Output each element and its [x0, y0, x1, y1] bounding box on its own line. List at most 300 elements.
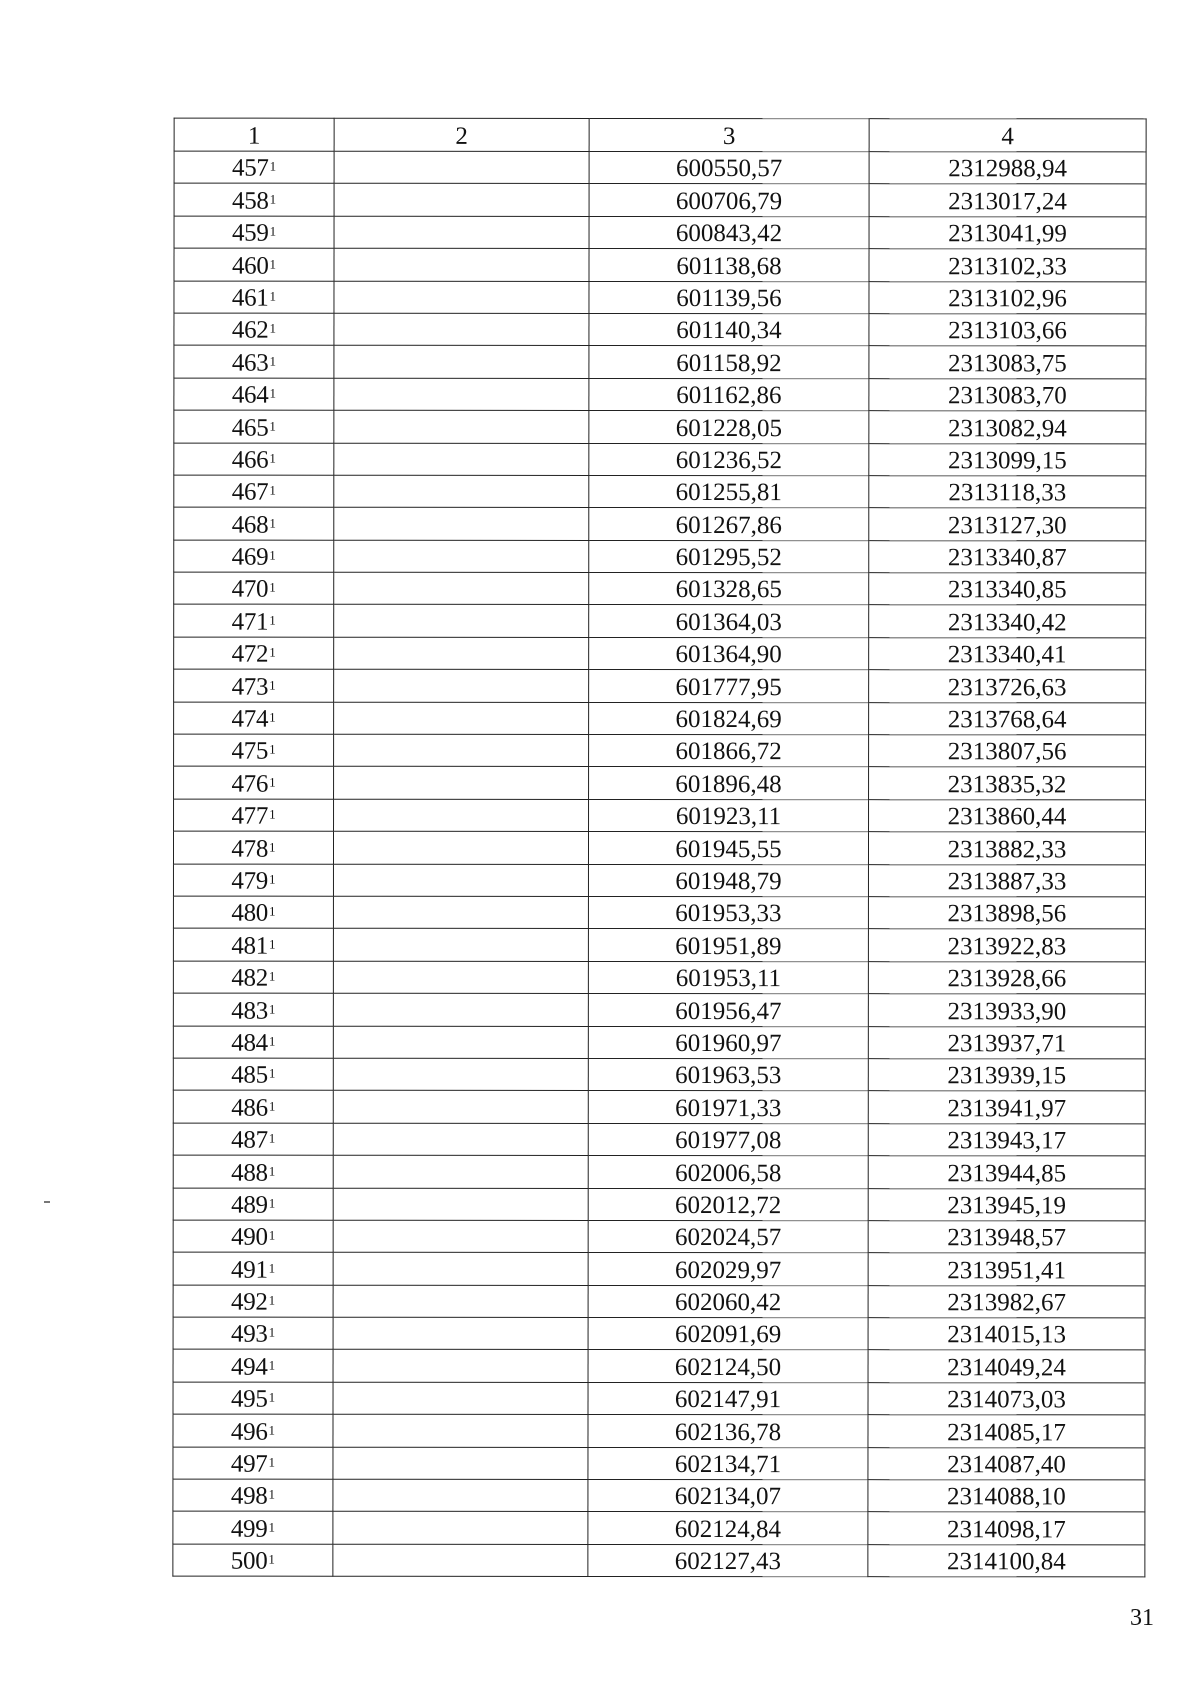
- point-number-superscript: 1: [268, 1357, 276, 1373]
- x-coordinate-cell: 601236,52: [589, 443, 869, 476]
- point-number-superscript: 1: [268, 1389, 276, 1405]
- empty-cell: [334, 281, 589, 314]
- table-row: [174, 216, 1146, 249]
- table-row: [174, 345, 1146, 378]
- x-coordinate-cell: 601896,48: [589, 767, 869, 800]
- x-coordinate-cell: 601295,52: [589, 540, 869, 573]
- table-row: [174, 151, 1146, 184]
- point-number: 498: [230, 1483, 268, 1511]
- point-number-superscript: 1: [269, 256, 277, 272]
- point-number-cell: [174, 766, 334, 799]
- empty-cell: [334, 346, 589, 379]
- y-coordinate-cell: 2313041,99: [869, 216, 1146, 249]
- table-row: [174, 443, 1146, 476]
- point-number: 481: [231, 932, 268, 960]
- y-coordinate-cell: 2313807,56: [869, 735, 1146, 768]
- point-number-cell: [174, 281, 334, 314]
- table-row: [173, 864, 1145, 897]
- point-number-cell: [173, 1188, 333, 1221]
- point-number-cell: [173, 1447, 333, 1480]
- empty-cell: [334, 540, 589, 573]
- point-number: 465: [231, 414, 269, 442]
- x-coordinate-cell: 601228,05: [589, 411, 869, 444]
- table-row: [173, 1382, 1145, 1415]
- point-number: 495: [230, 1385, 268, 1413]
- table-row: [174, 475, 1146, 508]
- point-number: 492: [231, 1288, 268, 1316]
- y-coordinate-cell: 2313982,67: [868, 1285, 1145, 1318]
- empty-cell: [334, 184, 589, 217]
- point-number-superscript: 1: [269, 353, 276, 369]
- x-coordinate-cell: 601158,92: [589, 346, 869, 379]
- point-number-cell: [173, 1220, 333, 1253]
- point-number-superscript: 1: [269, 839, 276, 855]
- point-number: 459: [231, 219, 269, 247]
- table-row: [173, 1544, 1145, 1577]
- point-number-cell: [174, 216, 334, 249]
- x-coordinate-cell: 600843,42: [589, 216, 869, 249]
- empty-cell: [333, 1544, 588, 1577]
- y-coordinate-cell: 2313102,96: [869, 281, 1146, 314]
- empty-cell: [334, 475, 589, 508]
- point-number-cell: [174, 151, 334, 184]
- header-row: [174, 118, 1146, 152]
- point-number: 497: [230, 1450, 268, 1478]
- empty-cell: [333, 1479, 588, 1512]
- point-number: 496: [230, 1418, 268, 1446]
- point-number-cell: [174, 669, 334, 702]
- empty-cell: [333, 831, 588, 864]
- x-coordinate-cell: 601960,97: [588, 1026, 868, 1059]
- point-number: 457: [232, 155, 269, 183]
- point-number: 499: [230, 1515, 268, 1543]
- x-coordinate-cell: 601963,53: [588, 1058, 868, 1091]
- x-coordinate-cell: 601140,34: [589, 313, 869, 346]
- point-number-superscript: 1: [269, 450, 276, 466]
- x-coordinate-cell: 601328,65: [589, 573, 869, 606]
- point-number: 484: [231, 1029, 268, 1057]
- y-coordinate-cell: 2313898,56: [868, 897, 1145, 930]
- empty-cell: [334, 216, 589, 249]
- empty-cell: [334, 734, 589, 767]
- y-coordinate-cell: 2313726,63: [869, 670, 1146, 703]
- x-coordinate-cell: 602029,97: [588, 1253, 868, 1286]
- y-coordinate-cell: 2313102,33: [869, 249, 1146, 282]
- y-coordinate-cell: 2313340,87: [869, 540, 1146, 573]
- x-coordinate-cell: 601977,08: [588, 1123, 868, 1156]
- x-coordinate-cell: 601364,03: [589, 605, 869, 638]
- column-header-1: 1: [174, 118, 334, 151]
- y-coordinate-cell: 2314088,10: [868, 1480, 1145, 1513]
- point-number-superscript: 1: [268, 1227, 276, 1243]
- point-number-cell: [173, 1285, 333, 1318]
- point-number-cell: [174, 540, 334, 573]
- empty-cell: [333, 1091, 588, 1124]
- y-coordinate-cell: 2313944,85: [868, 1156, 1145, 1189]
- table-row: [174, 281, 1146, 314]
- point-number-cell: [173, 864, 333, 897]
- y-coordinate-cell: 2313340,41: [869, 638, 1146, 671]
- point-number-cell: [173, 1479, 333, 1512]
- empty-cell: [333, 1317, 588, 1350]
- x-coordinate-cell: 602006,58: [588, 1156, 868, 1189]
- scan-speck: [44, 1201, 50, 1203]
- x-coordinate-cell: 602134,07: [588, 1479, 868, 1512]
- x-coordinate-cell: 601138,68: [589, 249, 869, 282]
- y-coordinate-cell: 2314087,40: [868, 1447, 1145, 1480]
- point-number-superscript: 1: [268, 1098, 276, 1114]
- column-header-3: 3: [589, 118, 869, 151]
- point-number-cell: [174, 799, 334, 832]
- y-coordinate-cell: 2313340,85: [869, 573, 1146, 606]
- y-coordinate-cell: 2314098,17: [868, 1512, 1145, 1545]
- point-number-cell: [173, 1252, 333, 1285]
- empty-cell: [334, 669, 589, 702]
- x-coordinate-cell: 602124,50: [588, 1350, 868, 1383]
- point-number: 478: [231, 835, 269, 863]
- point-number: 477: [231, 802, 269, 830]
- point-number: 467: [231, 478, 269, 506]
- point-number: 482: [231, 964, 268, 992]
- point-number-superscript: 1: [269, 385, 276, 401]
- point-number-superscript: 1: [268, 1065, 276, 1081]
- point-number: 463: [231, 349, 269, 377]
- empty-cell: [334, 410, 589, 443]
- point-number-superscript: 1: [269, 418, 276, 434]
- table-row: [174, 702, 1146, 735]
- point-number-cell: [174, 378, 334, 411]
- table-row: [173, 1252, 1145, 1285]
- y-coordinate-cell: 2313083,70: [869, 378, 1146, 411]
- empty-cell: [333, 1188, 588, 1221]
- empty-cell: [333, 896, 588, 929]
- table-row: [174, 734, 1146, 767]
- table-row: [173, 1479, 1145, 1512]
- point-number: 491: [231, 1256, 268, 1284]
- point-number-cell: [174, 410, 334, 443]
- y-coordinate-cell: 2313099,15: [869, 443, 1146, 476]
- table-row: [173, 961, 1145, 994]
- x-coordinate-cell: 601956,47: [588, 994, 868, 1027]
- empty-cell: [333, 864, 588, 897]
- table-row: [173, 1026, 1145, 1059]
- y-coordinate-cell: 2314085,17: [868, 1415, 1145, 1448]
- empty-cell: [333, 1512, 588, 1545]
- point-number-cell: [173, 961, 333, 994]
- x-coordinate-cell: 601255,81: [589, 475, 869, 508]
- x-coordinate-cell: 602124,84: [588, 1512, 868, 1545]
- empty-cell: [334, 378, 589, 411]
- x-coordinate-cell: 601953,33: [588, 896, 868, 929]
- point-number-superscript: 1: [269, 774, 276, 790]
- empty-cell: [333, 929, 588, 962]
- y-coordinate-cell: 2313835,32: [869, 767, 1146, 800]
- x-coordinate-cell: 601162,86: [589, 378, 869, 411]
- point-number-superscript: 1: [269, 159, 277, 175]
- point-number: 472: [231, 640, 269, 668]
- point-number-superscript: 1: [268, 1519, 275, 1535]
- point-number-cell: [174, 734, 334, 767]
- table-row: [174, 766, 1146, 799]
- point-number: 461: [231, 284, 269, 312]
- y-coordinate-cell: 2314100,84: [868, 1544, 1145, 1577]
- table-row: [173, 1447, 1145, 1480]
- table-header: [174, 118, 1146, 152]
- point-number: 487: [231, 1126, 268, 1154]
- point-number-cell: [174, 183, 334, 216]
- point-number-superscript: 1: [268, 1260, 276, 1276]
- point-number: 500: [230, 1547, 268, 1575]
- x-coordinate-cell: 600706,79: [589, 184, 869, 217]
- empty-cell: [333, 1414, 588, 1447]
- point-number: 466: [231, 446, 269, 474]
- y-coordinate-cell: 2313948,57: [868, 1221, 1145, 1254]
- table-row: [174, 313, 1146, 346]
- y-coordinate-cell: 2313017,24: [869, 184, 1146, 217]
- empty-cell: [333, 1350, 588, 1383]
- y-coordinate-cell: 2313127,30: [869, 508, 1146, 541]
- table-row: [173, 831, 1145, 864]
- empty-cell: [334, 572, 589, 605]
- empty-cell: [334, 799, 589, 832]
- x-coordinate-cell: 600550,57: [589, 151, 869, 184]
- point-number-cell: [173, 1026, 333, 1059]
- x-coordinate-cell: 601866,72: [589, 734, 869, 767]
- point-number-cell: [174, 702, 334, 735]
- point-number-cell: [174, 637, 334, 670]
- empty-cell: [333, 1447, 588, 1480]
- x-coordinate-cell: 601948,79: [588, 864, 868, 897]
- point-number-cell: [173, 928, 333, 961]
- point-number: 470: [231, 576, 269, 604]
- point-number-superscript: 1: [268, 1292, 276, 1308]
- point-number-cell: [174, 605, 334, 638]
- point-number-cell: [173, 1317, 333, 1350]
- point-number-cell: [173, 896, 333, 929]
- x-coordinate-cell: 602136,78: [588, 1415, 868, 1448]
- point-number: 480: [231, 900, 269, 928]
- point-number: 479: [231, 867, 269, 895]
- table-row: [173, 1123, 1145, 1156]
- point-number-cell: [173, 993, 333, 1026]
- table-row: [173, 1188, 1145, 1221]
- empty-cell: [333, 1026, 588, 1059]
- point-number-superscript: 1: [268, 1325, 276, 1341]
- point-number-cell: [173, 1544, 333, 1577]
- table-row: [173, 896, 1145, 929]
- page-number: 31: [1130, 1605, 1154, 1631]
- y-coordinate-cell: 2313945,19: [868, 1188, 1145, 1221]
- point-number-superscript: 1: [269, 223, 277, 239]
- table-row: [174, 637, 1146, 670]
- point-number: 458: [231, 187, 269, 215]
- point-number-superscript: 1: [269, 677, 276, 693]
- point-number-cell: [174, 572, 334, 605]
- point-number-cell: [174, 507, 334, 540]
- y-coordinate-cell: 2313928,66: [868, 961, 1145, 994]
- point-number-superscript: 1: [268, 1422, 276, 1438]
- point-number: 485: [231, 1061, 268, 1089]
- y-coordinate-cell: 2313937,71: [868, 1026, 1145, 1059]
- y-coordinate-cell: 2313103,66: [869, 314, 1146, 347]
- point-number: 494: [230, 1353, 268, 1381]
- table-row: [173, 1220, 1145, 1253]
- point-number: 475: [231, 738, 269, 766]
- point-number: 483: [231, 997, 268, 1025]
- point-number: 469: [231, 543, 269, 571]
- table-row: [174, 507, 1146, 540]
- table-row: [173, 1090, 1145, 1123]
- point-number-superscript: 1: [269, 482, 276, 498]
- table-row: [174, 669, 1146, 702]
- point-number-superscript: 1: [268, 1454, 276, 1470]
- table-body: [173, 151, 1146, 1577]
- point-number-cell: [174, 248, 334, 281]
- point-number-superscript: 1: [269, 871, 276, 887]
- y-coordinate-cell: 2313860,44: [869, 799, 1146, 832]
- point-number-superscript: 1: [268, 1001, 276, 1017]
- point-number: 464: [231, 381, 269, 409]
- x-coordinate-cell: 601923,11: [589, 799, 869, 832]
- point-number: 460: [231, 252, 269, 280]
- empty-cell: [334, 605, 589, 638]
- point-number-cell: [174, 345, 334, 378]
- column-header-4: 4: [869, 119, 1146, 152]
- y-coordinate-cell: 2313922,83: [868, 929, 1145, 962]
- x-coordinate-cell: 602012,72: [588, 1188, 868, 1221]
- point-number-superscript: 1: [269, 515, 276, 531]
- empty-cell: [333, 1382, 588, 1415]
- point-number: 488: [231, 1159, 268, 1187]
- table-row: [174, 410, 1146, 443]
- point-number: 473: [231, 673, 269, 701]
- point-number: 489: [231, 1191, 268, 1219]
- x-coordinate-cell: 601951,89: [588, 929, 868, 962]
- point-number-superscript: 1: [268, 968, 276, 984]
- point-number-superscript: 1: [269, 288, 277, 304]
- x-coordinate-cell: 601364,90: [589, 637, 869, 670]
- table-row: [174, 378, 1146, 411]
- point-number-superscript: 1: [268, 1551, 275, 1567]
- y-coordinate-cell: 2313083,75: [869, 346, 1146, 379]
- x-coordinate-cell: 601953,11: [588, 961, 868, 994]
- empty-cell: [334, 443, 589, 476]
- x-coordinate-cell: 601777,95: [589, 670, 869, 703]
- point-number-cell: [174, 475, 334, 508]
- point-number: 476: [231, 770, 269, 798]
- empty-cell: [334, 313, 589, 346]
- empty-cell: [334, 637, 589, 670]
- point-number-superscript: 1: [268, 1033, 276, 1049]
- y-coordinate-cell: 2313887,33: [868, 864, 1145, 897]
- point-number-cell: [173, 1511, 333, 1544]
- table-row: [174, 183, 1146, 216]
- empty-cell: [333, 1285, 588, 1318]
- point-number-superscript: 1: [269, 644, 276, 660]
- y-coordinate-cell: 2314015,13: [868, 1318, 1145, 1351]
- point-number: 474: [231, 705, 269, 733]
- point-number-superscript: 1: [269, 191, 277, 207]
- y-coordinate-cell: 2313340,42: [869, 605, 1146, 638]
- empty-cell: [333, 1220, 588, 1253]
- table-row: [173, 993, 1145, 1026]
- y-coordinate-cell: 2314049,24: [868, 1350, 1145, 1383]
- empty-cell: [333, 1155, 588, 1188]
- column-header-2: 2: [334, 118, 589, 151]
- table-row: [173, 1350, 1145, 1383]
- point-number-superscript: 1: [269, 321, 277, 337]
- empty-cell: [333, 1058, 588, 1091]
- y-coordinate-cell: 2312988,94: [869, 152, 1146, 185]
- empty-cell: [333, 1123, 588, 1156]
- coordinates-table: [172, 118, 1146, 1578]
- point-number: 471: [231, 608, 269, 636]
- x-coordinate-cell: 602127,43: [588, 1544, 868, 1577]
- empty-cell: [334, 767, 589, 800]
- x-coordinate-cell: 602147,91: [588, 1382, 868, 1415]
- point-number: 468: [231, 511, 269, 539]
- y-coordinate-cell: 2313951,41: [868, 1253, 1145, 1286]
- table-row: [173, 1414, 1145, 1447]
- x-coordinate-cell: 602091,69: [588, 1318, 868, 1351]
- y-coordinate-cell: 2313941,97: [868, 1091, 1145, 1124]
- point-number-superscript: 1: [269, 742, 276, 758]
- point-number-cell: [174, 443, 334, 476]
- point-number-superscript: 1: [268, 1487, 275, 1503]
- point-number-cell: [173, 1350, 333, 1383]
- empty-cell: [334, 702, 589, 735]
- table-row: [174, 248, 1146, 281]
- x-coordinate-cell: 602060,42: [588, 1285, 868, 1318]
- empty-cell: [333, 1252, 588, 1285]
- point-number-cell: [173, 1155, 333, 1188]
- point-number-cell: [173, 1058, 333, 1091]
- point-number-cell: [173, 1382, 333, 1415]
- x-coordinate-cell: 601971,33: [588, 1091, 868, 1124]
- y-coordinate-cell: 2314073,03: [868, 1383, 1145, 1416]
- table-row: [174, 605, 1146, 638]
- empty-cell: [333, 993, 588, 1026]
- x-coordinate-cell: 601824,69: [589, 702, 869, 735]
- empty-cell: [334, 248, 589, 281]
- empty-cell: [333, 961, 588, 994]
- empty-cell: [334, 508, 589, 541]
- point-number-superscript: 1: [269, 612, 276, 628]
- table-row: [173, 1058, 1145, 1091]
- point-number-superscript: 1: [269, 547, 276, 563]
- y-coordinate-cell: 2313118,33: [869, 476, 1146, 509]
- point-number-superscript: 1: [268, 936, 276, 952]
- table-row: [173, 928, 1145, 961]
- point-number: 486: [231, 1094, 268, 1122]
- x-coordinate-cell: 601945,55: [588, 832, 868, 865]
- x-coordinate-cell: 601139,56: [589, 281, 869, 314]
- empty-cell: [334, 151, 589, 184]
- point-number-cell: [173, 1414, 333, 1447]
- y-coordinate-cell: 2313933,90: [868, 994, 1145, 1027]
- point-number: 462: [231, 316, 269, 345]
- point-number-cell: [173, 831, 333, 864]
- y-coordinate-cell: 2313768,64: [869, 702, 1146, 735]
- table-row: [174, 572, 1146, 605]
- point-number-superscript: 1: [268, 1130, 276, 1146]
- point-number-superscript: 1: [269, 806, 276, 822]
- table-row: [173, 1285, 1145, 1318]
- table-row: [173, 1511, 1145, 1544]
- point-number-cell: [173, 1123, 333, 1156]
- table-row: [173, 1317, 1145, 1350]
- y-coordinate-cell: 2313943,17: [868, 1123, 1145, 1156]
